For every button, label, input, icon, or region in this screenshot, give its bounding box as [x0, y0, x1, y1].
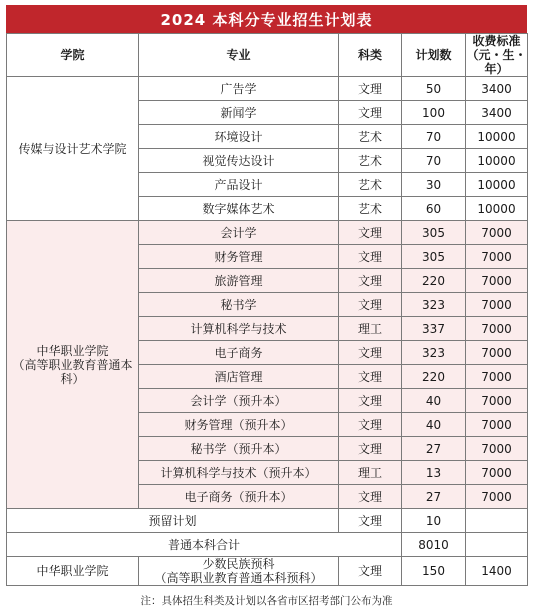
college-line1: 中华职业学院 — [36, 343, 109, 358]
major-cell: 产品设计 — [139, 173, 339, 197]
minority-category: 文理 — [339, 557, 402, 586]
major-cell: 会计学 — [139, 221, 339, 245]
summary-section — [7, 509, 528, 586]
minority-plan: 150 — [402, 557, 466, 586]
fee-cell: 7000 — [466, 245, 528, 269]
major-cell: 酒店管理 — [139, 365, 339, 389]
fee-cell: 7000 — [466, 365, 528, 389]
plan-cell: 40 — [402, 413, 466, 437]
minority-major — [139, 557, 339, 586]
plan-cell: 70 — [402, 149, 466, 173]
header-row — [7, 34, 528, 77]
plan-cell: 305 — [402, 221, 466, 245]
fee-cell: 7000 — [466, 389, 528, 413]
category-cell: 文理 — [339, 365, 402, 389]
plan-cell: 70 — [402, 125, 466, 149]
major-cell: 计算机科学与技术（预升本） — [139, 461, 339, 485]
plan-cell: 323 — [402, 293, 466, 317]
category-cell: 文理 — [339, 101, 402, 125]
plan-cell: 27 — [402, 437, 466, 461]
minority-major-line1: 少数民族预科 — [202, 557, 275, 571]
reserve-category: 文理 — [339, 509, 402, 533]
footnote: 注：具体招生科类及计划以各省市区招考部门公布为准 — [140, 595, 393, 607]
category-cell: 艺术 — [339, 173, 402, 197]
reserve-plan: 10 — [402, 509, 466, 533]
fee-cell: 3400 — [466, 77, 528, 101]
total-label: 普通本科合计 — [7, 533, 402, 557]
header-major: 专业 — [139, 34, 339, 77]
plan-cell: 50 — [402, 77, 466, 101]
college-cell: 传媒与设计艺术学院 — [7, 77, 139, 221]
table-row — [7, 221, 528, 245]
header-category: 科类 — [339, 34, 402, 77]
plan-cell: 220 — [402, 365, 466, 389]
college-line2: （高等职业教育普通本科） — [12, 357, 133, 386]
group-vocational — [7, 221, 528, 509]
category-cell: 理工 — [339, 461, 402, 485]
reserve-row — [7, 509, 528, 533]
category-cell: 文理 — [339, 485, 402, 509]
minority-college: 中华职业学院 — [7, 557, 139, 586]
fee-cell: 10000 — [466, 125, 528, 149]
fee-cell: 7000 — [466, 269, 528, 293]
major-cell: 广告学 — [139, 77, 339, 101]
header-fee — [466, 34, 528, 77]
category-cell: 文理 — [339, 293, 402, 317]
fee-cell: 7000 — [466, 293, 528, 317]
category-cell: 艺术 — [339, 149, 402, 173]
total-plan: 8010 — [402, 533, 466, 557]
major-cell: 视觉传达设计 — [139, 149, 339, 173]
plan-cell: 323 — [402, 341, 466, 365]
header-fee-line1: 收费标准 — [472, 34, 521, 48]
major-cell: 新闻学 — [139, 101, 339, 125]
fee-cell: 7000 — [466, 317, 528, 341]
major-cell: 财务管理 — [139, 245, 339, 269]
plan-cell: 220 — [402, 269, 466, 293]
major-cell: 旅游管理 — [139, 269, 339, 293]
fee-cell: 7000 — [466, 437, 528, 461]
category-cell: 艺术 — [339, 125, 402, 149]
category-cell: 文理 — [339, 245, 402, 269]
category-cell: 理工 — [339, 317, 402, 341]
fee-cell: 7000 — [466, 341, 528, 365]
plan-cell: 305 — [402, 245, 466, 269]
reserve-label: 预留计划 — [7, 509, 339, 533]
group-media-design — [7, 77, 528, 221]
plan-cell: 40 — [402, 389, 466, 413]
fee-cell: 10000 — [466, 197, 528, 221]
category-cell: 文理 — [339, 413, 402, 437]
category-cell: 文理 — [339, 77, 402, 101]
major-cell: 会计学（预升本） — [139, 389, 339, 413]
minority-fee: 1400 — [466, 557, 528, 586]
fee-cell: 7000 — [466, 485, 528, 509]
fee-cell: 7000 — [466, 461, 528, 485]
major-cell: 电子商务（预升本） — [139, 485, 339, 509]
table-row — [7, 77, 528, 101]
category-cell: 文理 — [339, 389, 402, 413]
total-fee — [466, 533, 528, 557]
category-cell: 文理 — [339, 437, 402, 461]
plan-cell: 27 — [402, 485, 466, 509]
plan-cell: 30 — [402, 173, 466, 197]
category-cell: 艺术 — [339, 197, 402, 221]
plan-cell: 13 — [402, 461, 466, 485]
header-fee-line2: （元・生・年） — [466, 48, 527, 76]
major-cell: 电子商务 — [139, 341, 339, 365]
total-row — [7, 533, 528, 557]
enrollment-plan-table — [6, 33, 528, 586]
plan-cell: 60 — [402, 197, 466, 221]
category-cell: 文理 — [339, 269, 402, 293]
header-college: 学院 — [7, 34, 139, 77]
reserve-fee — [466, 509, 528, 533]
plan-cell: 337 — [402, 317, 466, 341]
category-cell: 文理 — [339, 341, 402, 365]
major-cell: 秘书学（预升本） — [139, 437, 339, 461]
college-cell — [7, 221, 139, 509]
fee-cell: 3400 — [466, 101, 528, 125]
fee-cell: 7000 — [466, 221, 528, 245]
header-plan: 计划数 — [402, 34, 466, 77]
plan-cell: 100 — [402, 101, 466, 125]
category-cell: 文理 — [339, 221, 402, 245]
minority-row — [7, 557, 528, 586]
fee-cell: 10000 — [466, 149, 528, 173]
major-cell: 秘书学 — [139, 293, 339, 317]
fee-cell: 7000 — [466, 413, 528, 437]
major-cell: 财务管理（预升本） — [139, 413, 339, 437]
table-title: 2024 本科分专业招生计划表 — [6, 5, 527, 33]
minority-major-line2: （高等职业教育普通本科预科） — [154, 571, 323, 585]
major-cell: 计算机科学与技术 — [139, 317, 339, 341]
major-cell: 数字媒体艺术 — [139, 197, 339, 221]
fee-cell: 10000 — [466, 173, 528, 197]
major-cell: 环境设计 — [139, 125, 339, 149]
